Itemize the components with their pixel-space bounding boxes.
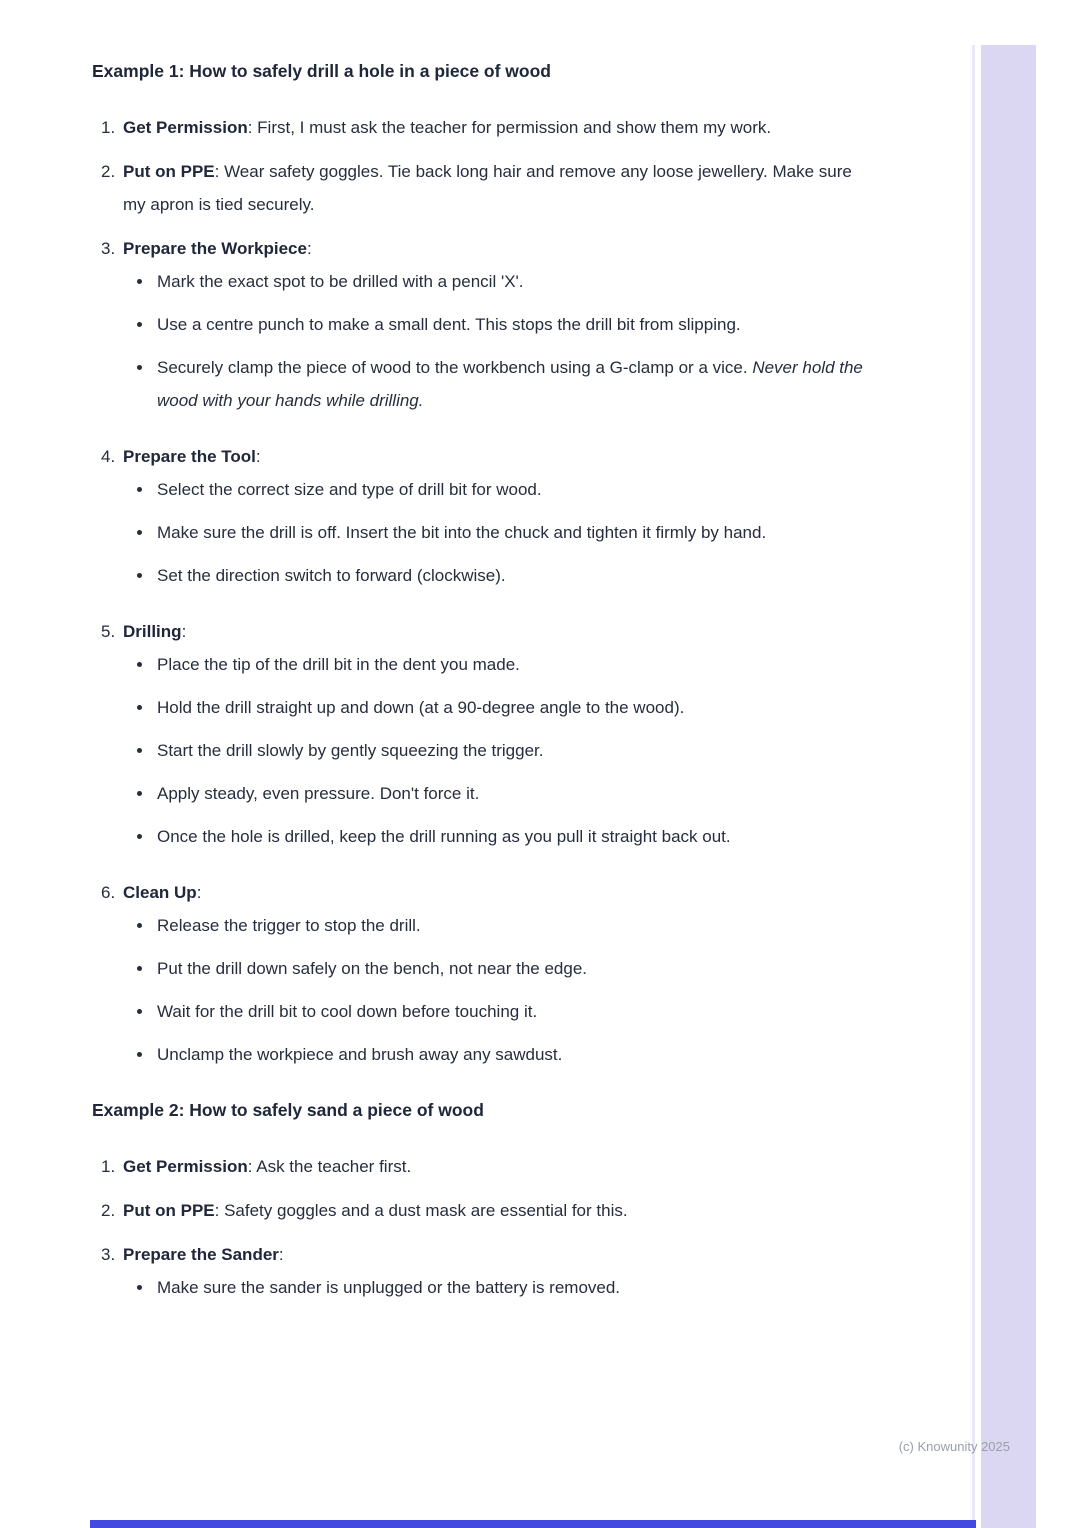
steps-list xyxy=(92,111,864,1083)
bullet-text: Once the hole is drilled, keep the drill running as you pull it straight back out. xyxy=(157,827,731,846)
step-item xyxy=(101,1194,864,1227)
step-body xyxy=(123,1194,864,1227)
bullet-icon xyxy=(137,791,142,796)
bullet-text: Start the drill slowly by gently squeezing the trigger. xyxy=(157,741,544,760)
bullet-line xyxy=(157,265,524,298)
step-body xyxy=(123,440,864,604)
section-title: Example 1: How to safely drill a hole in a piece of wood xyxy=(92,61,551,81)
bullet-text: Make sure the sander is unplugged or the battery is removed. xyxy=(157,1278,621,1297)
bullet-text: Hold the drill straight up and down (at a 90-degree angle to the wood). xyxy=(157,698,685,717)
step-text: : xyxy=(306,239,312,258)
step-term: Put on PPE xyxy=(123,1201,215,1220)
bullet-item xyxy=(137,265,864,298)
step-item xyxy=(101,155,864,221)
bullet-item xyxy=(137,351,864,417)
bullet-text: Set the direction switch to forward (clockwise). xyxy=(157,566,506,585)
bullet-list xyxy=(123,473,864,592)
step-number: 1. xyxy=(101,118,116,137)
step-number: 3. xyxy=(101,1245,116,1264)
bullet-line xyxy=(157,516,766,549)
bullet-line xyxy=(157,777,479,810)
bullet-icon xyxy=(137,487,142,492)
step-line xyxy=(123,876,864,909)
step-term: Get Permission xyxy=(123,118,248,137)
step-line xyxy=(123,111,864,144)
bottom-accent-bar xyxy=(90,1520,976,1528)
bullet-line xyxy=(157,308,741,341)
step-number: 5. xyxy=(101,622,116,641)
step-body xyxy=(123,615,864,865)
bullet-item xyxy=(137,909,864,942)
bullet-icon xyxy=(137,923,142,928)
bullet-item xyxy=(137,473,864,506)
step-text: : Ask the teacher first. xyxy=(247,1157,412,1176)
bullet-line xyxy=(157,1038,562,1071)
bullet-text: Release the trigger to stop the drill. xyxy=(157,916,421,935)
section-title: Example 2: How to safely sand a piece of wood xyxy=(92,1100,484,1120)
step-body xyxy=(123,876,864,1083)
step-text: : xyxy=(255,447,261,466)
bullet-item xyxy=(137,559,864,592)
step-line xyxy=(123,1194,864,1227)
bullet-icon xyxy=(137,748,142,753)
bullet-icon xyxy=(137,1285,142,1290)
document-content xyxy=(92,55,864,1327)
bullet-icon xyxy=(137,279,142,284)
step-number: 1. xyxy=(101,1157,116,1176)
step-body xyxy=(123,1238,864,1316)
bullet-line xyxy=(157,952,587,985)
step-text: : xyxy=(196,883,202,902)
bullet-text: Apply steady, even pressure. Don't force it. xyxy=(157,784,480,803)
bullet-item xyxy=(137,995,864,1028)
bullet-line xyxy=(157,734,543,767)
bullet-line xyxy=(157,691,684,724)
bullet-line xyxy=(157,473,542,506)
step-body xyxy=(123,1150,864,1183)
bullet-text: Use a centre punch to make a small dent. This stops the drill bit from slipping. xyxy=(157,315,741,334)
step-term: Prepare the Workpiece xyxy=(123,239,307,258)
step-term: Prepare the Sander xyxy=(123,1245,279,1264)
step-item xyxy=(101,615,864,865)
bullet-icon xyxy=(137,662,142,667)
step-text: : Safety goggles and a dust mask are essential for this. xyxy=(214,1201,628,1220)
bullet-item xyxy=(137,648,864,681)
step-item xyxy=(101,232,864,429)
bullet-text: Wait for the drill bit to cool down before touching it. xyxy=(157,1002,538,1021)
step-line xyxy=(123,615,864,648)
bullet-item xyxy=(137,952,864,985)
bullet-icon xyxy=(137,1052,142,1057)
steps-list xyxy=(92,1150,864,1316)
step-text: : Wear safety goggles. Tie back long hair and remove any loose jewellery. Make sure my apron is tied securely. xyxy=(123,162,852,214)
step-line xyxy=(123,440,864,473)
page-edge-line xyxy=(972,45,975,1528)
bullet-item xyxy=(137,820,864,853)
bullet-text: Mark the exact spot to be drilled with a pencil 'X'. xyxy=(157,272,524,291)
bullet-icon xyxy=(137,530,142,535)
bullet-item xyxy=(137,777,864,810)
step-item xyxy=(101,1150,864,1183)
step-text: : First, I must ask the teacher for permission and show them my work. xyxy=(247,118,772,137)
bullet-line xyxy=(157,559,506,592)
step-number: 2. xyxy=(101,1201,116,1220)
bullet-line xyxy=(157,909,421,942)
step-item xyxy=(101,440,864,604)
section xyxy=(92,55,864,1083)
bullet-icon xyxy=(137,834,142,839)
step-item xyxy=(101,111,864,144)
bullet-italic-text: Never hold the wood with your hands while drilling. xyxy=(157,358,863,410)
bullet-line xyxy=(157,1271,620,1304)
step-item xyxy=(101,876,864,1083)
bullet-list xyxy=(123,648,864,853)
step-term: Clean Up xyxy=(123,883,197,902)
bullet-text: Securely clamp the piece of wood to the workbench using a G-clamp or a vice. xyxy=(157,358,753,377)
bullet-item xyxy=(137,691,864,724)
copyright-footer: (c) Knowunity 2025 xyxy=(898,1439,1010,1454)
bullet-text: Make sure the drill is off. Insert the bit into the chuck and tighten it firmly by hand. xyxy=(157,523,767,542)
bullet-list xyxy=(123,1271,864,1304)
step-term: Drilling xyxy=(123,622,182,641)
step-line xyxy=(123,155,864,221)
side-panel-strip xyxy=(981,45,1036,1528)
bullet-icon xyxy=(137,705,142,710)
step-line xyxy=(123,1238,864,1271)
step-number: 6. xyxy=(101,883,116,902)
step-number: 2. xyxy=(101,162,116,181)
step-text: : xyxy=(278,1245,284,1264)
bullet-item xyxy=(137,1038,864,1071)
bullet-line xyxy=(157,995,537,1028)
section xyxy=(92,1094,864,1316)
step-number: 4. xyxy=(101,447,116,466)
bullet-item xyxy=(137,308,864,341)
bullet-icon xyxy=(137,966,142,971)
bullet-line xyxy=(157,351,864,417)
bullet-list xyxy=(123,909,864,1071)
step-body xyxy=(123,111,864,144)
bullet-text: Place the tip of the drill bit in the dent you made. xyxy=(157,655,520,674)
step-line xyxy=(123,232,864,265)
step-term: Get Permission xyxy=(123,1157,248,1176)
bullet-icon xyxy=(137,1009,142,1014)
bullet-list xyxy=(123,265,864,417)
bullet-text: Unclamp the workpiece and brush away any sawdust. xyxy=(157,1045,563,1064)
bullet-item xyxy=(137,734,864,767)
step-body xyxy=(123,232,864,429)
bullet-line xyxy=(157,820,731,853)
bullet-icon xyxy=(137,322,142,327)
bullet-text: Put the drill down safely on the bench, not near the edge. xyxy=(157,959,588,978)
bullet-icon xyxy=(137,573,142,578)
bullet-text: Select the correct size and type of drill bit for wood. xyxy=(157,480,542,499)
bullet-icon xyxy=(137,365,142,370)
step-number: 3. xyxy=(101,239,116,258)
step-term: Prepare the Tool xyxy=(123,447,256,466)
step-term: Put on PPE xyxy=(123,162,215,181)
step-body xyxy=(123,155,864,221)
step-item xyxy=(101,1238,864,1316)
bullet-line xyxy=(157,648,520,681)
step-line xyxy=(123,1150,864,1183)
step-text: : xyxy=(181,622,187,641)
bullet-item xyxy=(137,1271,864,1304)
bullet-item xyxy=(137,516,864,549)
